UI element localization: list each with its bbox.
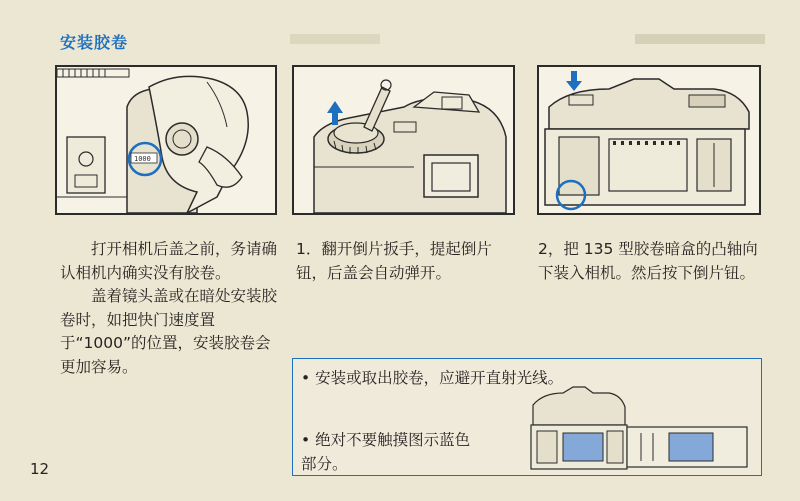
column-left-text xyxy=(60,238,280,379)
figure-rewind-crank xyxy=(292,65,515,215)
column-middle-text xyxy=(296,238,516,285)
blue-pressure-plate xyxy=(669,433,713,461)
page-number: 12 xyxy=(30,460,50,478)
camera-back-illustration xyxy=(57,67,275,213)
note-do-not-touch-blue: • 绝对不要触摸图示蓝色部分。 xyxy=(301,431,471,473)
bleed-through-mark xyxy=(635,34,765,44)
paragraph-shutter-speed-tip: 盖着镜头盖或在暗处安装胶卷时，如把快门速度置于“1000”的位置，安装胶卷会更加容易。 xyxy=(60,287,278,376)
caution-note-box xyxy=(292,358,762,476)
shutter-speed-1000: 1000 xyxy=(134,155,151,163)
paragraph-check-no-film: 打开相机后盖之前，务请确认相机内确实没有胶卷。 xyxy=(60,240,278,282)
page-title: 安装胶卷 xyxy=(60,33,129,52)
film-insert-illustration xyxy=(539,67,759,213)
bleed-through-mark xyxy=(290,34,380,44)
figure-film-insert xyxy=(537,65,761,215)
open-camera-blue-areas-illustration xyxy=(529,385,753,473)
rewind-crank-illustration xyxy=(294,67,513,213)
step-2-text: 2，把 135 型胶卷暗盒的凸轴向下装入相机。然后按下倒片钮。 xyxy=(538,240,758,282)
figure-camera-back xyxy=(55,65,277,215)
step-1-text: 1．翻开倒片扳手，提起倒片钮，后盖会自动弹开。 xyxy=(296,240,492,282)
note-avoid-direct-light: • 安装或取出胶卷，应避开直射光线。 xyxy=(301,369,564,387)
column-right-text xyxy=(538,238,760,285)
blue-shutter-area xyxy=(563,433,603,461)
